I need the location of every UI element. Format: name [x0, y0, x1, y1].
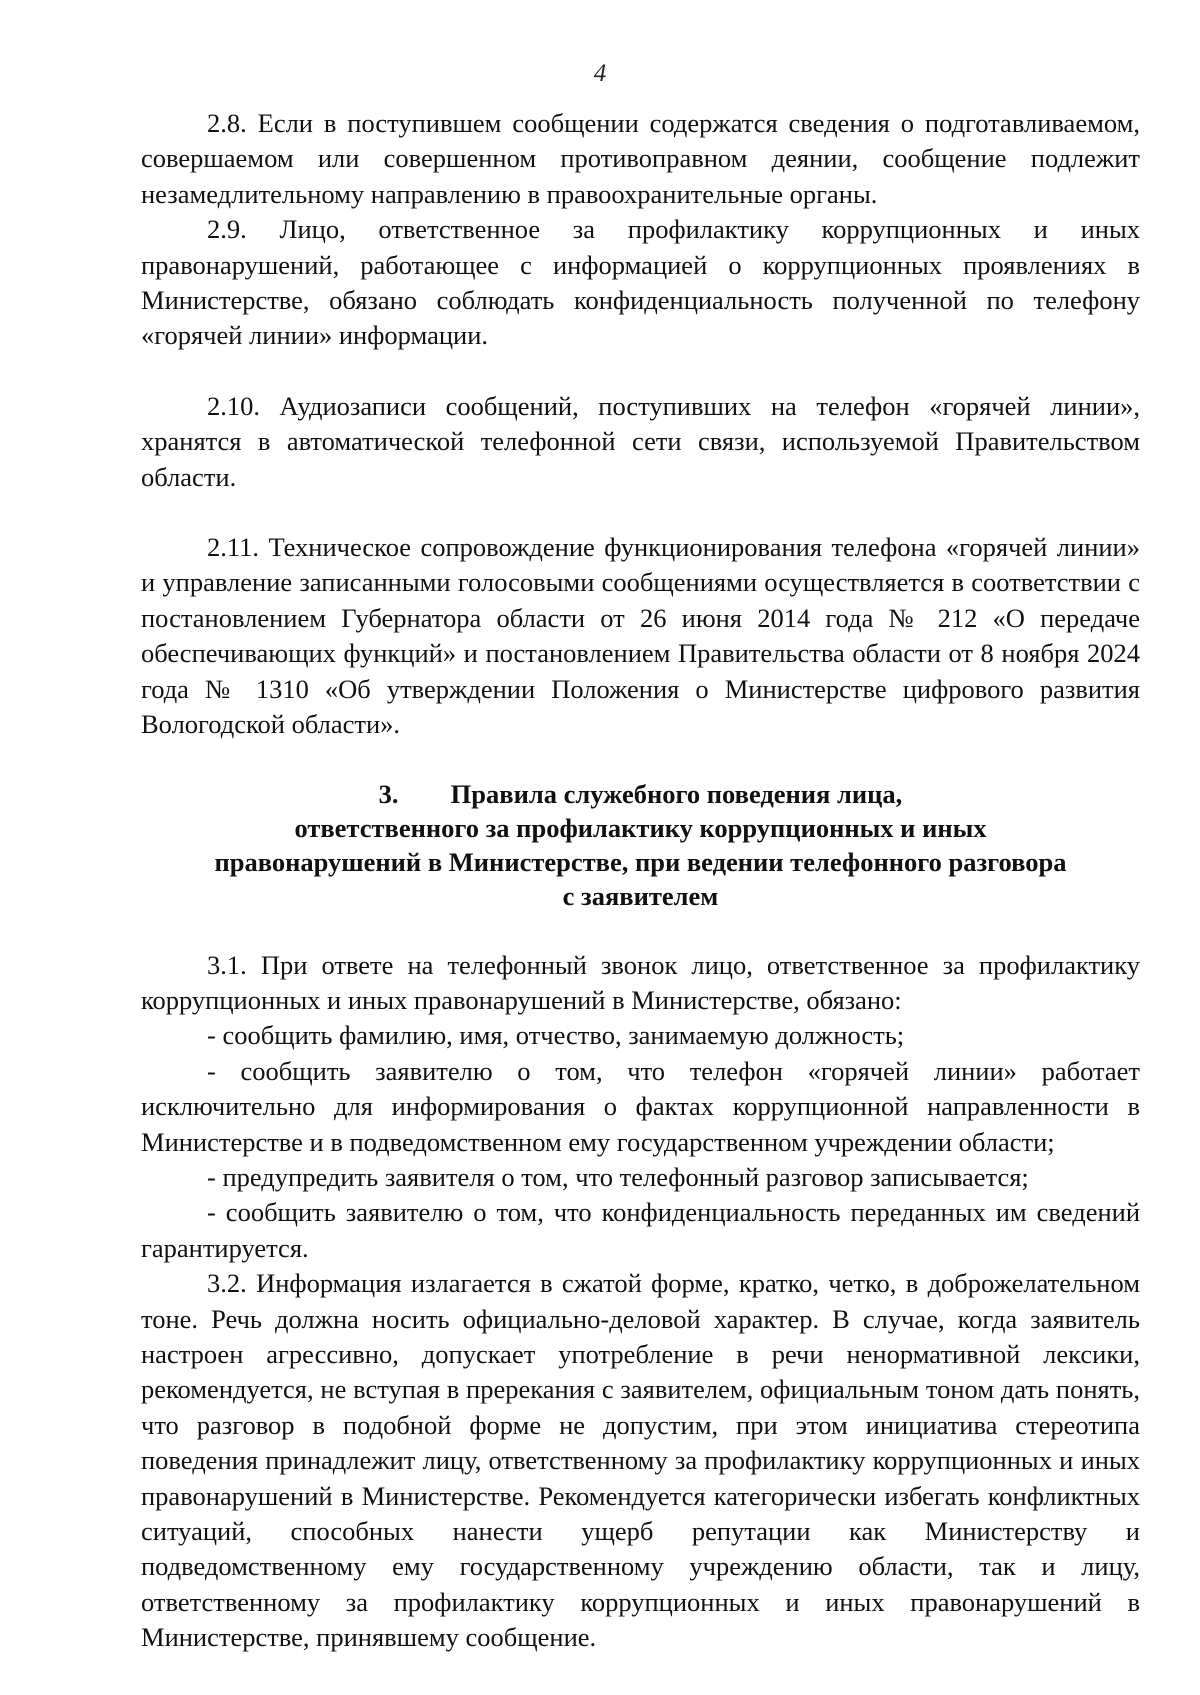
document-body: [141, 106, 1140, 1656]
list-item: - сообщить заявителю о том, что телефон «горячей линии» работает исключительно для информирования о фактах коррупционной направленности в Министерстве и в подведомственном ему государственном учреждении области;: [141, 1055, 1140, 1157]
spacer: [141, 743, 1140, 777]
paragraph-2-10: 2.10. Аудиозаписи сообщений, поступивших на телефон «горячей линии», хранятся в автоматической телефонной сети связи, используемой Правительством области.: [141, 390, 1140, 492]
spacer: [141, 354, 1140, 389]
paragraph-3-2: 3.2. Информация излагается в сжатой форме, кратко, четко, в доброжелательном тоне. Речь должна носить официально-деловой характер. В случае, когда заявитель настроен агрессивно, допускает употребление в речи ненормативной лексики, рекомендуется, не вступая в пререкания с заявителем, официальным тоном дать понять, что разговор в подобной форме не допустим, при этом инициатива стереотипа поведения принадлежит лицу, ответственному за профилактику коррупционных и иных правонарушений в Министерстве. Рекомендуется категорически избегать конфликтных ситуаций, способных нанести ущерб репутации как Министерству и подведомственному ему государственному учреждению области, так и лицу, ответственному за профилактику коррупционных и иных правонарушений в Министерстве, принявшему сообщение.: [141, 1268, 1140, 1653]
section-title-line-1: Правила служебного поведения лица,: [450, 778, 903, 809]
list-item: - сообщить заявителю о том, что конфиденциальность переданных им сведений гарантируется.: [141, 1197, 1140, 1263]
page-number: 4: [593, 60, 607, 87]
paragraph-2-9: 2.9. Лицо, ответственное за профилактику коррупционных и иных правонарушений, работающее с информацией о коррупционных проявлениях в Министерстве, обязано соблюдать конфиденциальность полученной по телефону «горячей линии» информации.: [141, 214, 1140, 351]
paragraph-2-11: 2.11. Техническое сопровождение функционирования телефона «горячей линии» и управление записанными голосовыми сообщениями осуществляется в соответствии с постановлением Губернатора области от 26 июня 2014 года № 212 «О передаче обеспечивающих функций» и постановлением Правительства области от 8 ноября 2024 года № 1310 «Об утверждении Положения о Министерстве цифрового развития Вологодской области».: [141, 532, 1140, 740]
spacer: [141, 913, 1140, 948]
list-item: - сообщить фамилию, имя, отчество, занимаемую должность;: [207, 1020, 905, 1051]
list-item: - предупредить заявителя о том, что телефонный разговор записывается;: [207, 1161, 1029, 1192]
section-title-line-2: ответственного за профилактику коррупционных и иных: [294, 812, 987, 843]
section-3-heading: [141, 777, 1140, 913]
spacer: [141, 495, 1140, 530]
paragraph-2-8: 2.8. Если в поступившем сообщении содержатся сведения о подготавливаемом, совершаемом или совершенном противоправном деянии, сообщение подлежит незамедлительному направлению в правоохранительные органы.: [141, 108, 1140, 209]
paragraph-3-1: 3.1. При ответе на телефонный звонок лицо, ответственное за профилактику коррупционных и иных правонарушений в Министерстве, обязано:: [141, 949, 1140, 1015]
section-title-line-3: правонарушений в Министерстве, при ведении телефонного разговора: [214, 846, 1067, 877]
section-title-line-4: с заявителем: [562, 880, 719, 911]
section-number: 3.: [378, 778, 399, 809]
